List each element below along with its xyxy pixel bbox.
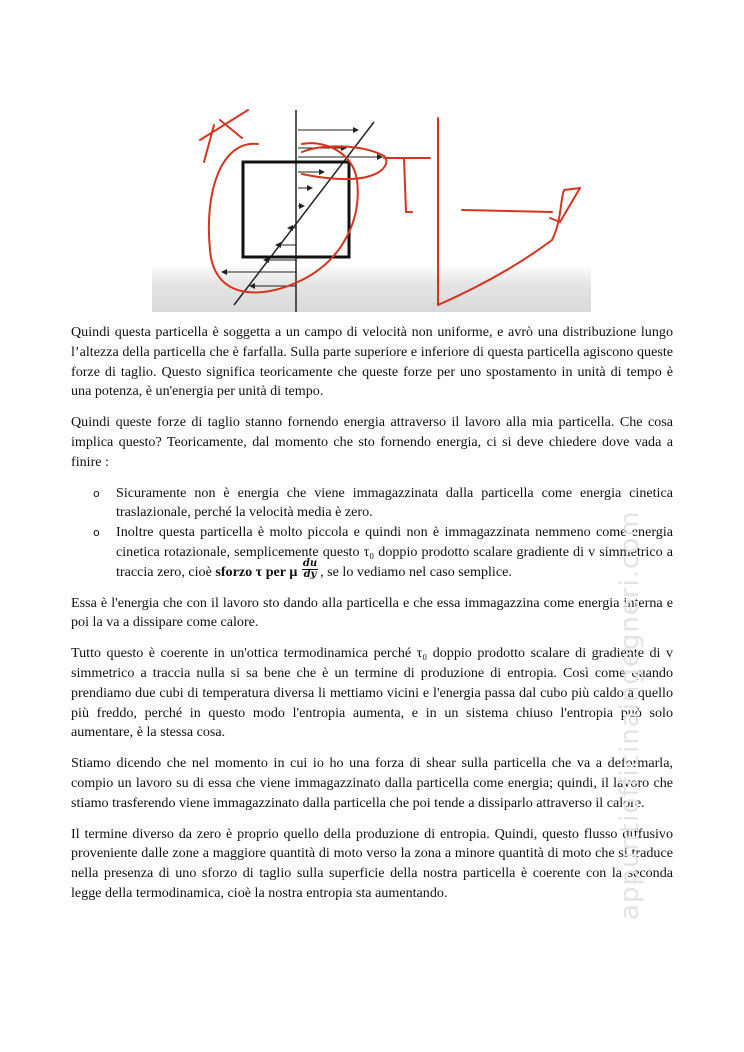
bullet-item-1 (93, 484, 673, 524)
bullet-marker: o (93, 486, 100, 500)
velocity-profile-sketch-icon (152, 100, 591, 312)
document-body (71, 323, 673, 915)
paragraph-5: Stiamo dicendo che nel momento in cui io ho una forza di shear sulla particella che va a deformarla, compio un lavoro su di essa che viene immagazzinato dalla particella come energia; quindi, il lavoro che stiamo trasferendo viene immagazzinato dalla particella che poi tende a dissiparlo attraverso il calore. (71, 755, 673, 811)
bullet-text-2-end: , se lo vediamo nel caso semplice. (320, 563, 512, 580)
paragraph-4: Tutto questo è coerente in un'ottica termodinamica perché τ₀ doppio prodotto scalare di gradiente di v simmetrico a traccia nulla si sa bene che è un termine di produzione di entropia. Così come quando prendiamo due cubi di temperatura diversa li mettiamo vicini e l'energia passa dal cubo più caldo a quello più freddo, perché in questo modo l'entropia aumenta, e in un sistema chiuso l'entropia può solo aumentare, è la stessa cosa. (71, 645, 673, 741)
fraction-du-dy (302, 559, 318, 580)
bullet-item-2 (93, 523, 673, 582)
paragraph-1: Quindi questa particella è soggetta a un campo di velocità non uniforme, e avrò una distribuzione lungo l’altezza della particella che è farfalla. Sulla parte superiore e inferiore di questa particella agiscono queste forze di taglio. Questo significa teoricamente che queste forze per uno spostamento in unità di tempo è una potenza, è un'energia per unità di tempo. (71, 324, 673, 400)
fraction-denominator: dy (303, 569, 317, 581)
velocity-profile-figure (152, 100, 591, 312)
paragraph-3: Essa è l'energia che con il lavoro sto dando alla particella e che essa immagazzina come energia interna e poi la va a dissipare come calore. (71, 594, 673, 631)
bullet-marker: o (93, 526, 100, 540)
fraction-numerator: du (302, 558, 318, 570)
bullet-bold-formula: sforzo τ per μ (215, 563, 298, 580)
paragraph-2: Quindi queste forze di taglio stanno fornendo energia attraverso il lavoro alla mia particella. Che cosa implica questo? Teoricamente, dal momento che sto fornendo energia, ci si deve chiedere dove vada a finire : (71, 414, 673, 470)
paragraph-6: Il termine diverso da zero è proprio quello della produzione di entropia. Quindi, questo flusso diffusivo proveniente dalle zone a maggiore quantità di moto verso la zona a minore quantità di moto che si traduce nella presenza di uno sforzo di taglio sulla superficie della nostra particella è coerente con la seconda legge della termodinamica, cioè la nostra entropia sta aumentando. (71, 825, 673, 901)
watermark: appuntiofficinaingegneri.com (615, 510, 645, 920)
bullet-list (71, 484, 673, 583)
bullet-text-2: Inoltre questa particella è molto piccola e quindi non è immagazzinata nemmeno come energia cinetica rotazionale, semplicemente questo τ₀ doppio prodotto scalare gradiente di v simmetrico a traccia zero, cioè (116, 524, 673, 580)
bullet-text-1: Sicuramente non è energia che viene immagazzinata dalla particella come energia cinetica traslazionale, perché la velocità media è zero. (116, 484, 673, 521)
